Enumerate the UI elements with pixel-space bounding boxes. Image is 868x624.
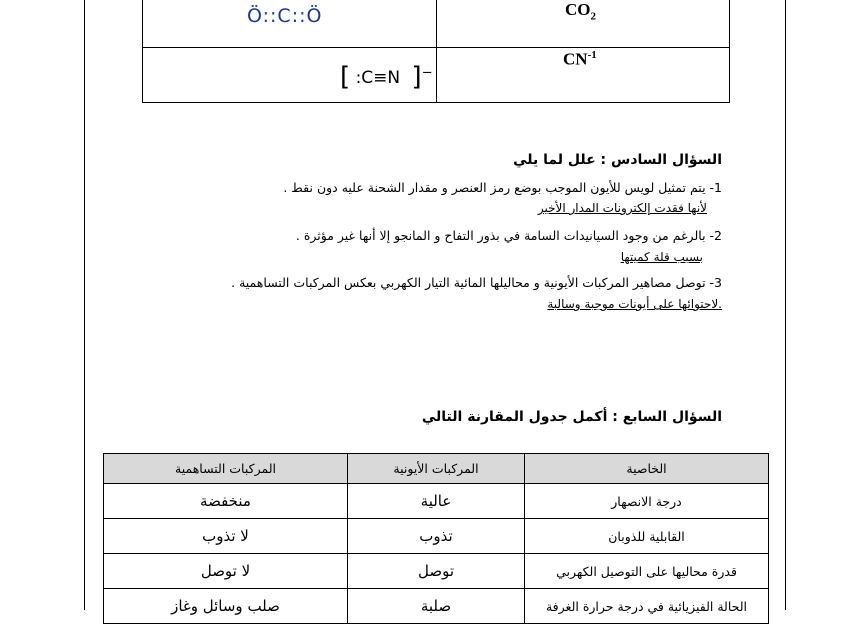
lewis-cn: [ :C≡N ]−: [340, 62, 433, 92]
column-divider: [436, 0, 437, 102]
formula-cn: [563, 49, 597, 70]
question-6-title: السؤال السادس : علل لما يلي: [513, 152, 722, 168]
lewis-co2-text: Ö::C::Ö: [247, 5, 323, 27]
lewis-cn-text: :C≡N: [355, 68, 401, 88]
lewis-cn-charge: −: [421, 65, 433, 81]
formula-co2: [565, 0, 596, 22]
cell-property: القابلية للذوبان: [525, 519, 769, 554]
header-ionic: المركبات الأيونية: [348, 454, 525, 484]
page-border-right: [785, 0, 786, 610]
cell-covalent: صلب وسائل وغاز: [104, 589, 348, 624]
cell-property: قدرة محاليها على التوصيل الكهربي: [525, 554, 769, 589]
cell-covalent: لا تذوب: [104, 519, 348, 554]
formula-text: CO: [565, 0, 591, 19]
question-6-item-2: 2- بالرغم من وجود السيانيدات السامة في بذور التفاح و المانجو إلا أنها غير مؤثرة .: [295, 228, 722, 243]
comparison-table: [103, 453, 769, 624]
cell-covalent: منخفضة: [104, 484, 348, 519]
cell-property: الحالة الفيزيائية في درجة حرارة الغرفة: [525, 589, 769, 624]
formula-superscript: -1: [587, 49, 597, 61]
cell-ionic: توصل: [348, 554, 525, 589]
table-row: [104, 589, 769, 624]
cell-ionic: عالية: [348, 484, 525, 519]
header-covalent: المركبات التساهمية: [104, 454, 348, 484]
table-row: [104, 554, 769, 589]
cell-ionic: تذوب: [348, 519, 525, 554]
question-6-answer-2: بسبب قلة كميتها: [620, 250, 703, 264]
table-row: [104, 484, 769, 519]
cell-property: درجة الانصهار: [525, 484, 769, 519]
lewis-co2: [247, 5, 322, 27]
table-header-row: [104, 454, 769, 484]
cell-covalent: لا توصل: [104, 554, 348, 589]
cell-ionic: صلبة: [348, 589, 525, 624]
formula-text: CN: [563, 49, 588, 69]
lewis-structure-table: [142, 0, 730, 103]
question-6-item-3: 3- توصل مصاهير المركبات الأيونية و محاليلها المائية التيار الكهربي بعكس المركبات التساهمية .: [231, 275, 722, 290]
page-border-left: [84, 0, 85, 610]
table-row: [104, 519, 769, 554]
question-7-title: السؤال السابع : أكمل جدول المقارنة التالي: [421, 409, 722, 425]
header-property: الخاصية: [525, 454, 769, 484]
question-6-answer-3: .لاحتوائها على أيونات موجبة وسالبة: [547, 297, 722, 311]
question-6-item-1: 1- يتم تمثيل لويس للأيون الموجب بوضع رمز العنصر و مقدار الشحنة عليه دون نقط .: [283, 180, 722, 195]
formula-subscript: 2: [590, 10, 596, 23]
question-6-answer-1: لأنها فقدت إلكترونات المدار الأخير: [537, 201, 707, 215]
